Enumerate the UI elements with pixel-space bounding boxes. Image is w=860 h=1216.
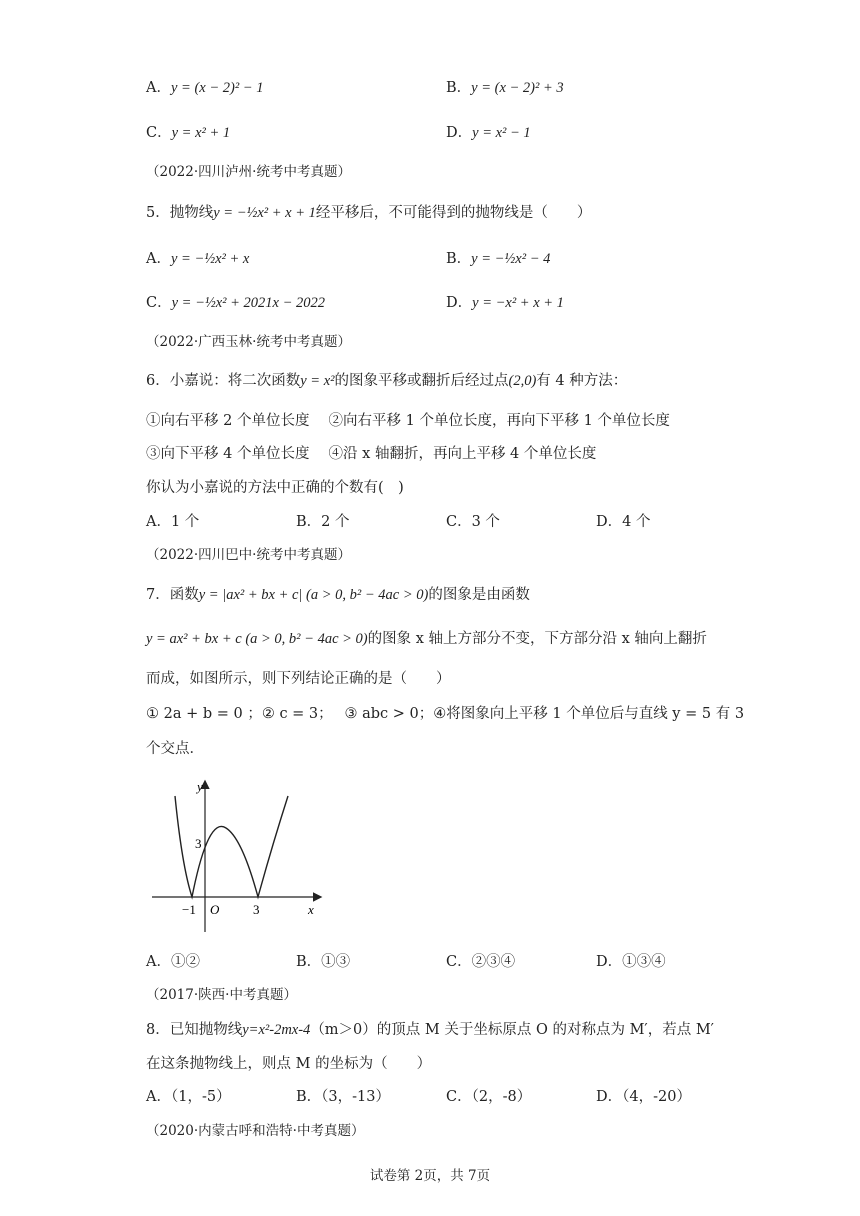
q7-conclusions: ① 2a + b = 0 ；② c = 3； ③ abc > 0；④将图象向上平移 1 个单位后与直线 y = 5 有 3 [146, 706, 745, 722]
origin-label: O [210, 902, 220, 917]
q8-option-b: B．（3，-13） [296, 1089, 390, 1105]
q7-option-d: D．①③④ [596, 954, 666, 970]
q7-option-b: B．①③ [296, 954, 351, 970]
q5-source: （2022·广西玉林·统考中考真题） [146, 334, 351, 350]
q4-option-b-expr: y = (x − 2)² + 3 [471, 80, 564, 96]
x-axis-label: x [308, 902, 314, 917]
q6-methods-1-2: ①向右平移 2 个单位长度 ②向右平移 1 个单位长度，再向下平移 1 个单位长度 [146, 413, 670, 429]
q5-option-d: D．y = −x² + x + 1 [446, 295, 564, 311]
label-neg1: −1 [182, 902, 196, 917]
q6-option-a: A．1 个 [146, 514, 200, 530]
q7-source: （2017·陕西·中考真题） [146, 987, 297, 1003]
q4-source: （2022·四川泸州·统考中考真题） [146, 164, 351, 180]
q6-stem: 6．小嘉说：将二次函数y = x²的图象平移或翻折后经过点(2,0)有 4 种方法： [146, 373, 628, 389]
page-footer: 试卷第 2页，共 7页 [369, 1168, 491, 1184]
label-3-x: 3 [253, 902, 260, 917]
q7-option-a: A．①② [146, 954, 200, 970]
q4-option-b: B．y = (x − 2)² + 3 [446, 80, 564, 96]
q7-option-c: C．②③④ [446, 954, 516, 970]
q4-option-c-expr: y = x² + 1 [171, 125, 231, 141]
q6-option-d: D．4 个 [596, 514, 651, 530]
q6-source: （2022·四川巴中·统考中考真题） [146, 547, 351, 563]
q6-option-c: C．3 个 [446, 514, 500, 530]
q5-option-c: C．y = −½x² + 2021x − 2022 [146, 295, 326, 311]
q6-methods-3-4: ③向下平移 4 个单位长度 ④沿 x 轴翻折，再向上平移 4 个单位长度 [146, 446, 597, 462]
q4-option-a: A．y = (x − 2)² − 1 [146, 80, 264, 96]
q7-stem-line2: y = ax² + bx + c (a > 0, b² − 4ac > 0)的图象 x 轴上方部分不变，下方部分沿 x 轴向上翻折 [146, 631, 707, 647]
q5-stem: 5．抛物线y = −½x² + x + 1经平移后，不可能得到的抛物线是（ ） [146, 205, 592, 221]
q8-option-c: C．（2，-8） [446, 1089, 532, 1105]
q7-stem-line1: 7．函数y = |ax² + bx + c| (a > 0, b² − 4ac > 0)的图象是由函数 [146, 587, 530, 603]
y-axis-label: y [197, 779, 203, 794]
q7-stem-line5: 个交点． [146, 741, 204, 757]
q6-option-b: B．2 个 [296, 514, 350, 530]
q8-option-a: A．（1，-5） [146, 1089, 231, 1105]
q4-option-d: D．y = x² − 1 [446, 125, 531, 141]
q7-stem-line3: 而成，如图所示，则下列结论正确的是（ ） [146, 671, 451, 687]
q5-option-b: B．y = −½x² − 4 [446, 251, 551, 267]
q5-option-a: A．y = −½x² + x [146, 251, 250, 267]
q8-stem-line1: 8．已知抛物线y=x²-2mx-4（m＞0）的顶点 M 关于坐标原点 O 的对称点为 M′，若点 M′ [146, 1022, 714, 1038]
q4-option-c: C．y = x² + 1 [146, 125, 231, 141]
q8-stem-line2: 在这条抛物线上，则点 M 的坐标为（ ） [146, 1056, 432, 1072]
q8-option-d: D．（4，-20） [596, 1089, 691, 1105]
graph-curve [175, 796, 288, 897]
q4-option-a-expr: y = (x − 2)² − 1 [170, 80, 264, 96]
q6-question: 你认为小嘉说的方法中正确的个数有( ) [146, 480, 404, 496]
q5-stem-expr: y = −½x² + x + 1 [213, 205, 316, 221]
q8-source: （2020·内蒙古呼和浩特·中考真题） [146, 1123, 365, 1139]
q4-option-d-expr: y = x² − 1 [472, 125, 531, 141]
label-3-y: 3 [195, 836, 202, 851]
q7-graph [150, 776, 330, 936]
